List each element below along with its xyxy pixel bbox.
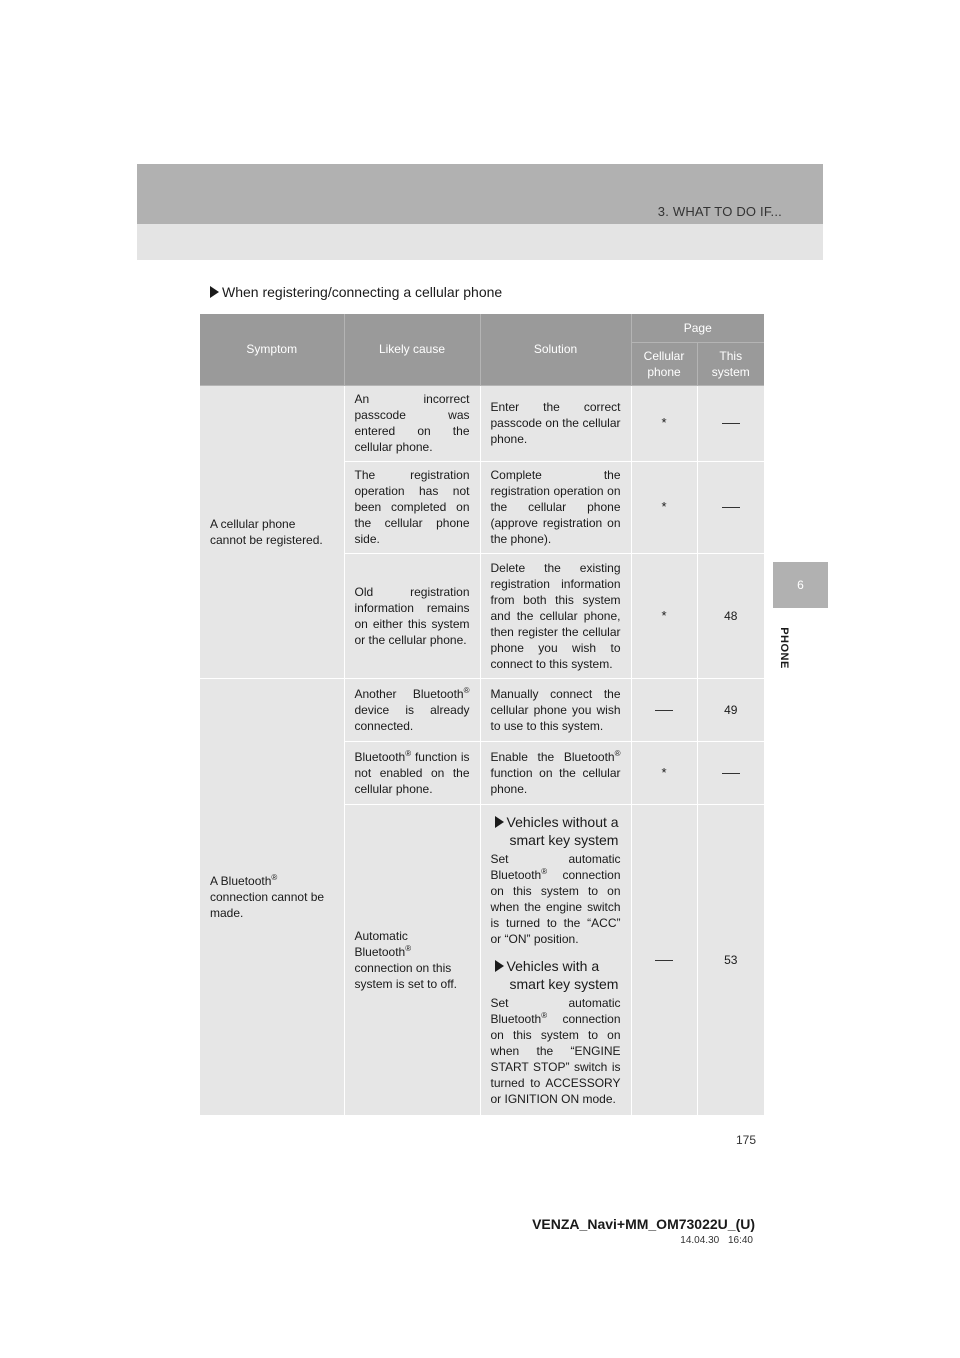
cause-cell: Old registration information remains on either this system or the cellular phone. <box>344 553 480 678</box>
page-number: 175 <box>735 1133 756 1147</box>
dash-mark <box>655 960 673 961</box>
solution-cell: Delete the existing registration information from both this system and the cellular phone, then register the cellular phone you wish to connect to this system. <box>480 553 631 678</box>
solution-cell: Complete the registration operation on the cellular phone (approve registration on the phone). <box>480 461 631 553</box>
solution-cell: Enable the Bluetooth® function on the cellular phone. <box>480 741 631 804</box>
registered-mark: ® <box>541 1010 548 1020</box>
variant-text: Set automatic Bluetooth® connection on this system to on when the “ENGINE START STOP” switch is turned to ACCESSORY or IGNITION ON mode. <box>490 995 621 1106</box>
chapter-side-label <box>773 620 795 676</box>
cellular-phone-page-cell <box>631 678 697 741</box>
variant-text: Set automatic Bluetooth® connection on this system to on when the engine switch is turned to the “ACC” or “ON” position. <box>490 851 621 946</box>
variant-heading: Vehicles without a smart key system <box>495 813 621 849</box>
subheading <box>210 284 502 300</box>
cellular-phone-page-cell <box>631 741 697 804</box>
dash-mark <box>722 423 740 424</box>
cause-cell: Another Bluetooth® device is already connected. <box>344 678 480 741</box>
this-system-page-cell: 49 <box>697 678 764 741</box>
col-header-cellular-phone: Cellular phone <box>631 342 697 385</box>
solution-cell: Enter the correct passcode on the cellular phone. <box>480 385 631 461</box>
table-row <box>200 385 764 461</box>
registered-mark: ® <box>405 943 412 953</box>
triangle-bullet-icon <box>210 286 219 298</box>
asterisk-mark: * <box>661 607 667 623</box>
header-subband <box>137 224 823 260</box>
col-header-symptom: Symptom <box>200 314 344 385</box>
this-system-page-cell: 53 <box>697 804 764 1115</box>
subheading-text: When registering/connecting a cellular phone <box>222 284 503 300</box>
registered-mark: ® <box>614 748 621 758</box>
this-system-page-cell <box>697 385 764 461</box>
registered-mark: ® <box>405 748 412 758</box>
symptom-cell: A Bluetooth® connection cannot be made. <box>200 678 344 1115</box>
col-header-likely-cause: Likely cause <box>344 314 480 385</box>
solution-cell: Manually connect the cellular phone you wish to use to this system. <box>480 678 631 741</box>
cellular-phone-page-cell <box>631 461 697 553</box>
asterisk-mark: * <box>661 764 667 780</box>
col-header-this-system: This system <box>697 342 764 385</box>
cause-cell: Bluetooth® function is not enabled on the cellular phone. <box>344 741 480 804</box>
cellular-phone-page-cell <box>631 553 697 678</box>
table-row <box>200 678 764 741</box>
chapter-label: PHONE <box>778 627 790 669</box>
solution-cell <box>480 804 631 1115</box>
this-system-page-cell <box>697 741 764 804</box>
cause-cell: The registration operation has not been completed on the cellular phone side. <box>344 461 480 553</box>
cellular-phone-page-cell <box>631 385 697 461</box>
col-header-page: Page <box>631 314 764 342</box>
troubleshooting-table <box>200 314 764 1115</box>
section-title: 3. WHAT TO DO IF... <box>657 204 782 219</box>
triangle-bullet-icon <box>495 960 504 972</box>
this-system-page-cell: 48 <box>697 553 764 678</box>
chapter-number: 6 <box>797 578 804 592</box>
print-timestamp: 14.04.30 16:40 <box>680 1235 753 1246</box>
this-system-page-cell <box>697 461 764 553</box>
triangle-bullet-icon <box>495 816 504 828</box>
asterisk-mark: * <box>661 499 667 514</box>
document-code: VENZA_Navi+MM_OM73022U_(U) <box>532 1216 755 1232</box>
asterisk-mark: * <box>661 415 667 430</box>
cause-cell: An incorrect passcode was entered on the cellular phone. <box>344 385 480 461</box>
col-header-solution: Solution <box>480 314 631 385</box>
registered-mark: ® <box>463 685 470 695</box>
dash-mark <box>655 710 673 711</box>
registered-mark: ® <box>271 872 278 882</box>
dash-mark <box>722 773 740 774</box>
chapter-tab <box>773 562 828 608</box>
cause-cell: Automatic Bluetooth® connection on this system is set to off. <box>344 804 480 1115</box>
variant-heading: Vehicles with a smart key system <box>495 957 621 993</box>
dash-mark <box>722 507 740 508</box>
registered-mark: ® <box>541 866 548 876</box>
symptom-cell: A cellular phone cannot be registered. <box>200 385 344 678</box>
cellular-phone-page-cell <box>631 804 697 1115</box>
